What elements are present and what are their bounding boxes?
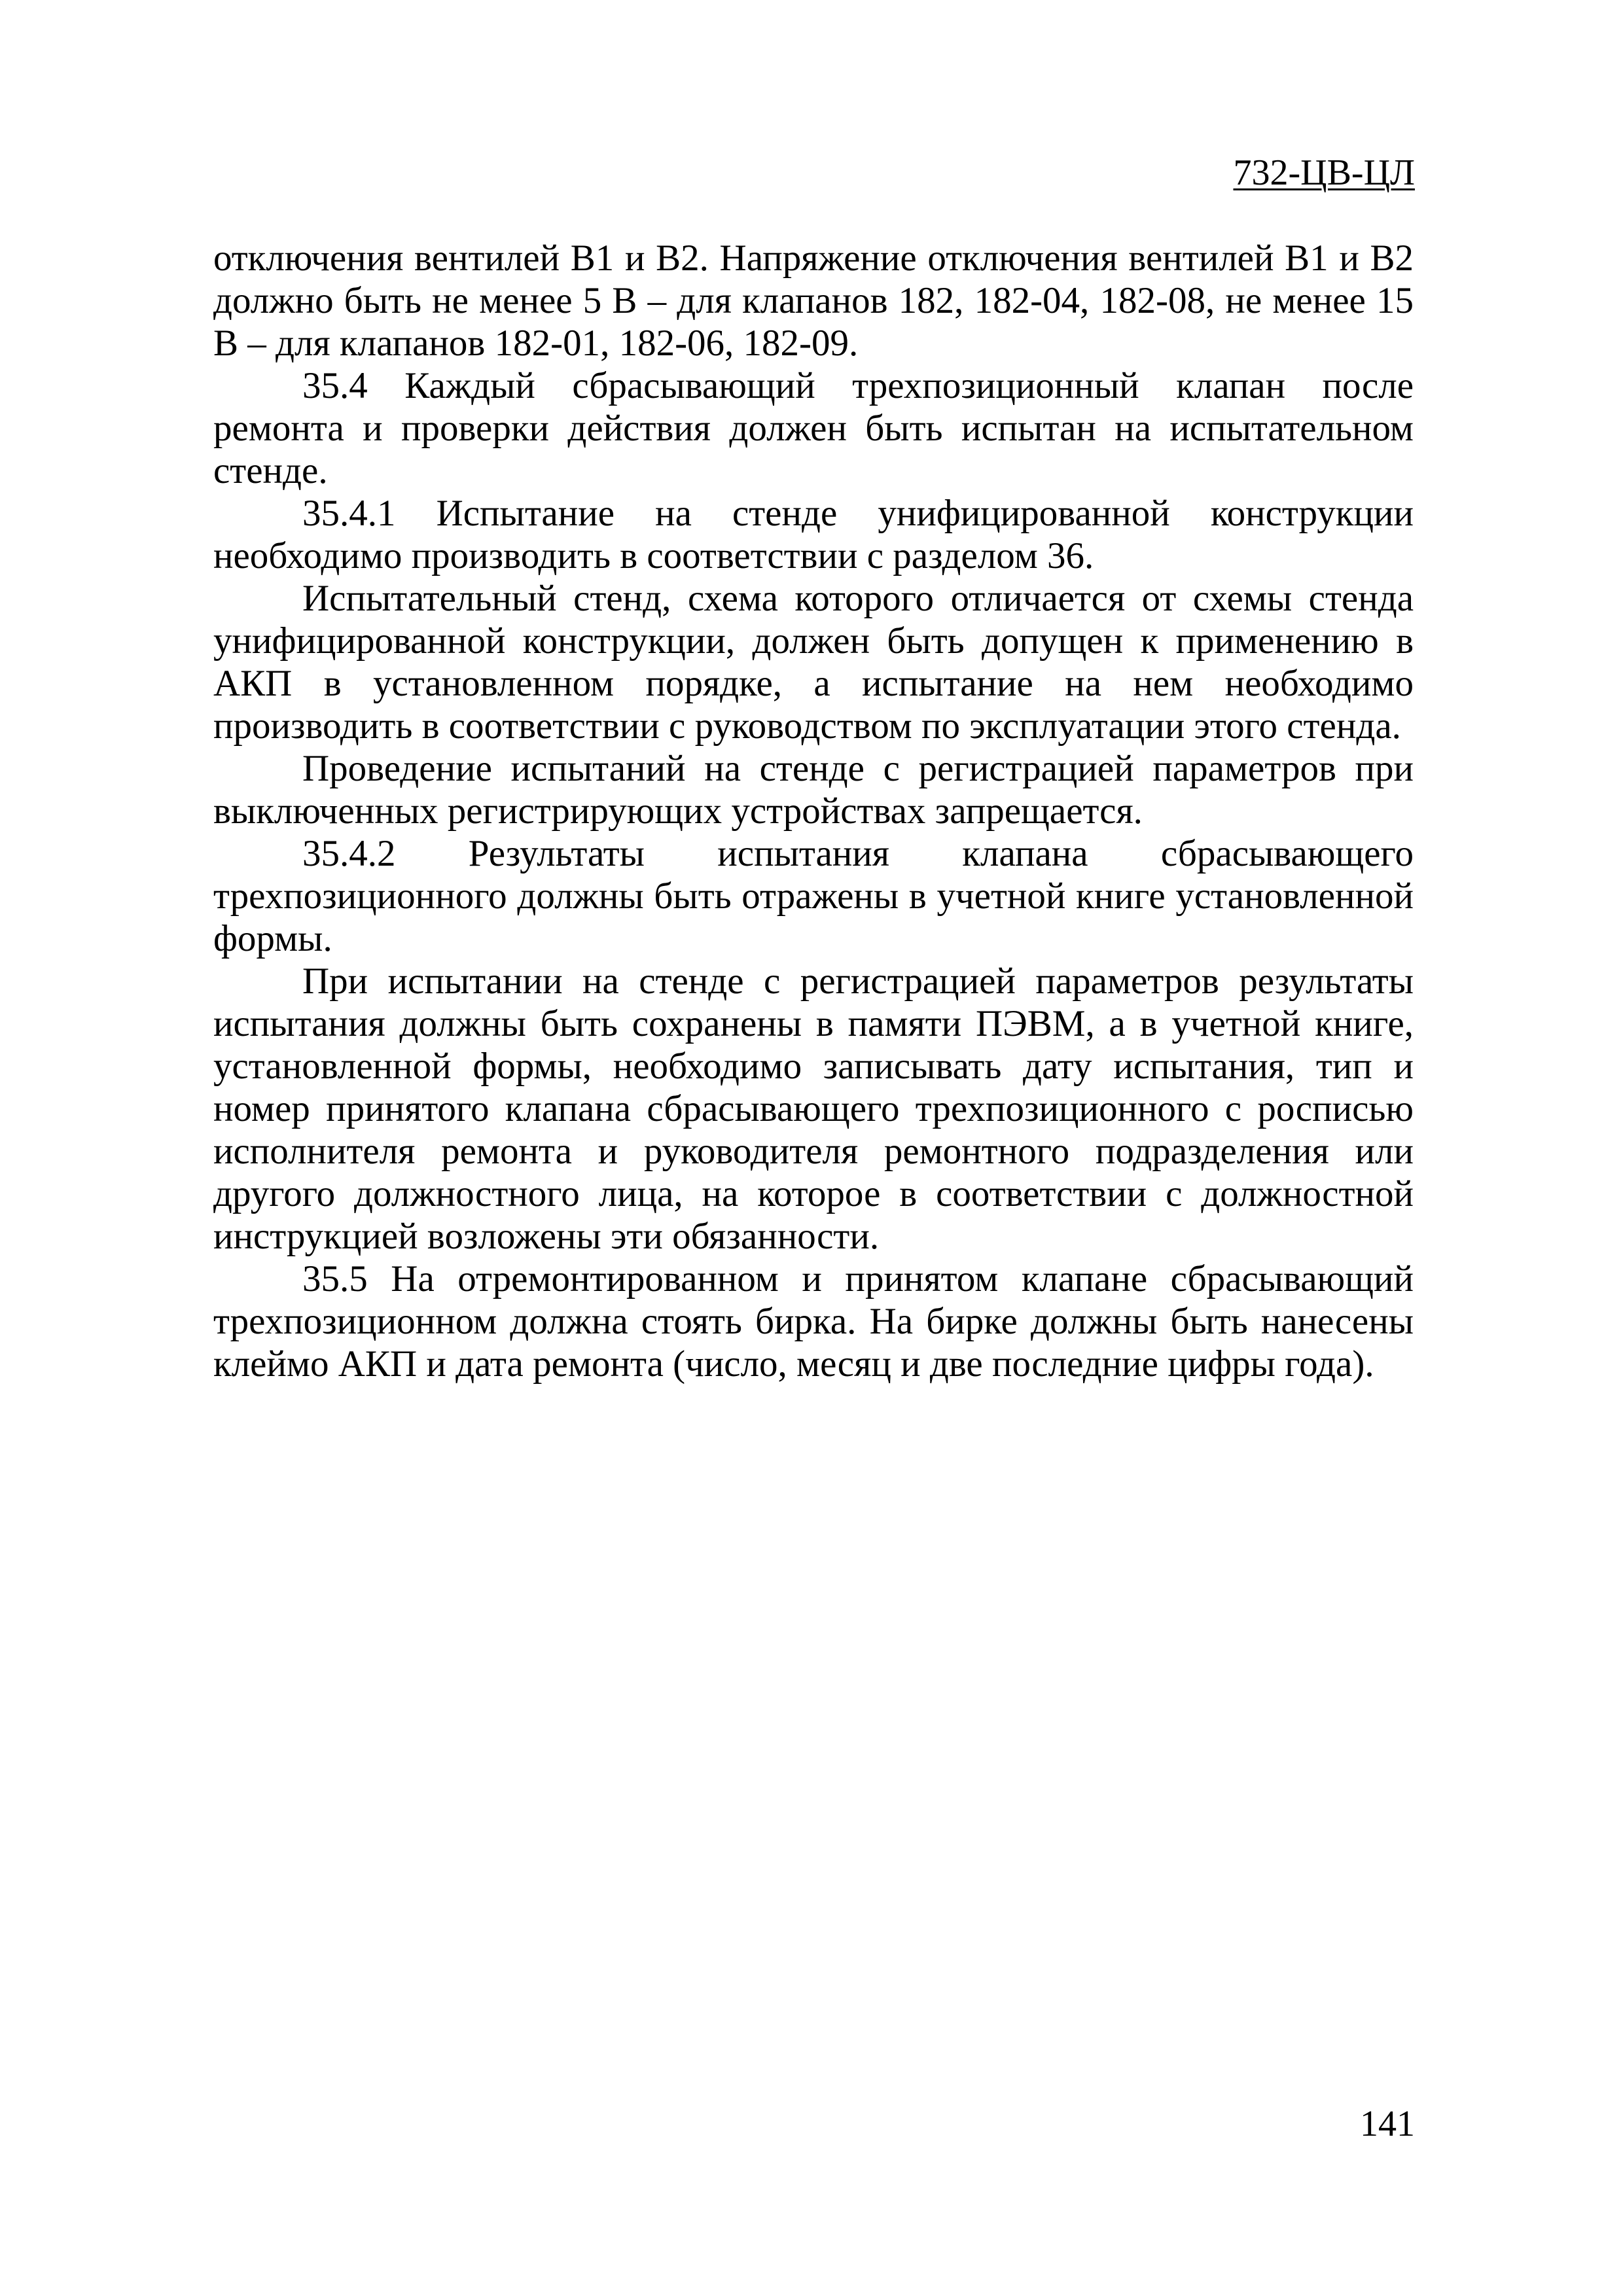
document-code: 732-ЦВ-ЦЛ xyxy=(1233,152,1415,193)
body-text xyxy=(213,237,1414,1385)
paragraph-35-4-2: 35.4.2 Результаты испытания клапана сбрасывающего трехпозиционного должны быть отражены в учетной книге установленной формы. xyxy=(213,833,1414,959)
page-number: 141 xyxy=(1360,2104,1415,2144)
paragraph-recording: При испытании на стенде с регистрацией параметров результаты испытания должны быть сохранены в памяти ПЭВМ, а в учетной книге, установленной формы, необходимо записывать дату испытания, тип и номер принятого клапана сбрасывающего трехпозиционного с росписью исполнителя ремонта и руководителя ремонтного подразделения или другого должностного лица, на которое в соответствии с должностной инструкцией возложены эти обязанности. xyxy=(213,961,1414,1257)
paragraph-test-stand: Испытательный стенд, схема которого отличается от схемы стенда унифицированной конструкции, должен быть допущен к применению в АКП в установленном порядке, а испытание на нем необходимо производить в соответствии с руководством по эксплуатации этого стенда. xyxy=(213,578,1414,747)
paragraph-prohibition: Проведение испытаний на стенде с регистрацией параметров при выключенных регистрирующих устройствах запрещается. xyxy=(213,748,1414,832)
paragraph-35-4-1: 35.4.1 Испытание на стенде унифицированной конструкции необходимо производить в соответствии с разделом 36. xyxy=(213,493,1414,576)
paragraph-continuation: отключения вентилей В1 и В2. Напряжение отключения вентилей В1 и В2 должно быть не менее 5 В – для клапанов 182, 182-04, 182-08, не менее 15 В – для клапанов 182-01, 182-06, 182-09. xyxy=(213,238,1414,364)
paragraph-35-4: 35.4 Каждый сбрасывающий трехпозиционный клапан после ремонта и проверки действия должен быть испытан на испытательном стенде. xyxy=(213,365,1414,491)
paragraph-35-5: 35.5 На отремонтированном и принятом клапане сбрасывающий трехпозиционном должна стоять бирка. На бирке должны быть нанесены клеймо АКП и дата ремонта (число, месяц и две последние цифры года). xyxy=(213,1258,1414,1385)
